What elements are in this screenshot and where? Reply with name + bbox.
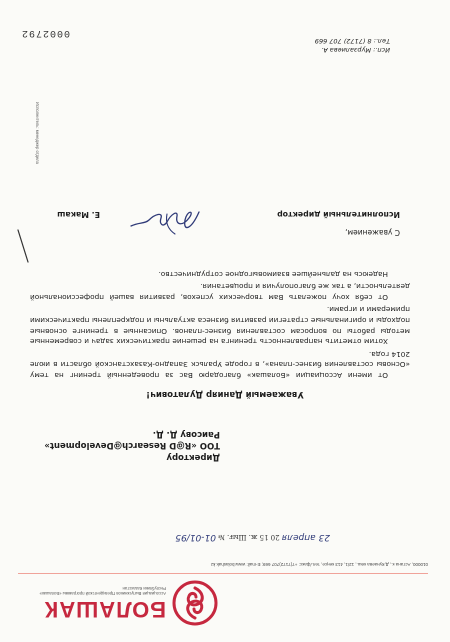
addressee-line: ТОО «R@D Research@Development» xyxy=(44,440,220,451)
ref-date: 23 апреля xyxy=(281,532,330,542)
body-paragraph: От имени Ассоциации «Болашак» благодарю Вас за проведенный тренинг на тему «Основы составления бизнес-плана», в городе Уральск Западно-Казахстанской области в июле 2014 года. xyxy=(30,349,410,380)
bolashak-logo-icon xyxy=(172,580,218,626)
addressee-line: Раисову Д. Д. xyxy=(152,429,220,439)
letter-body xyxy=(30,266,410,380)
greeting: Уважаемый Данияр Дулатович! xyxy=(146,389,304,399)
regards: С уважением, xyxy=(345,228,400,237)
margin-pen-mark-icon xyxy=(16,228,30,264)
addressee-line: Директору xyxy=(166,452,220,462)
addressee-block xyxy=(20,428,220,463)
org-contacts: 010000, Астана к., Д.Кунаева көш., 12/1, 413 кеңсе, тел./факс: +7(7172)707 669; E-mail: www.bolashak.kz xyxy=(210,562,428,567)
footer-contacts xyxy=(190,36,390,54)
phone-line: Тел.: 8 (7172) 707 669 xyxy=(314,37,390,45)
body-paragraph: Надеюсь на дальнейшее взаимовыгодное сотрудничество. xyxy=(158,269,388,279)
body-paragraph: От себя хочу пожелать Вам творческих успехов, развития вашей профессиональной деятельности, а так же благополучия и процветания. xyxy=(30,282,410,302)
executor-line: Исп.: Мурзалиева А. xyxy=(321,46,390,54)
signatory-title: Исполнительный директор xyxy=(277,210,400,219)
handwritten-signature-icon xyxy=(125,200,205,240)
ref-number: 01-01/95 xyxy=(175,532,216,542)
body-paragraph: Хотим отметить направленность тренинга на решение практических задач и современные методы работы по вопросам составления бизнес-планов. Описанные в тренинге основные подходы и оригинальные стратегии развития бизнеса актуальны и подкреплены практическими примерами и играми. xyxy=(30,305,410,347)
header-divider xyxy=(18,573,428,574)
serial-number: 0002792 xyxy=(20,27,70,38)
ref-year-label: 20 15 ж. Шығ. № xyxy=(218,533,280,541)
reference-line xyxy=(30,532,330,542)
letterhead xyxy=(18,576,218,626)
side-note: Исполнитель: менеджер отдела xyxy=(35,102,40,164)
org-logo-text: БОЛАШАК xyxy=(43,597,166,622)
org-subtitle: Ассоциация Выпускников Президентской программы «Болашак» Республики Казахстан xyxy=(39,586,166,596)
signatory-name: Е. Макаш xyxy=(57,210,100,219)
